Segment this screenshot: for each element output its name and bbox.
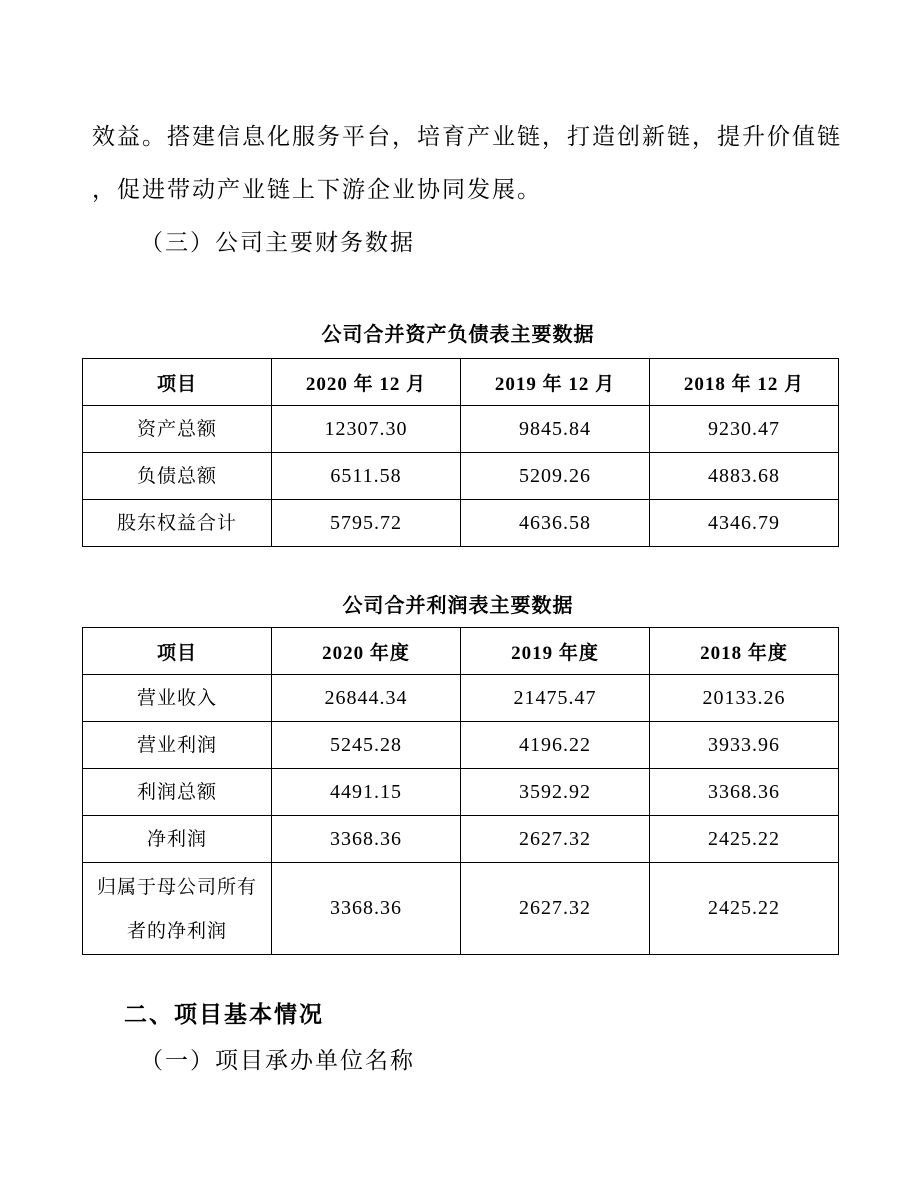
cell-value: 4491.15 xyxy=(272,769,461,816)
row-label xyxy=(83,863,272,955)
cell-value: 2627.32 xyxy=(461,863,650,955)
cell-value: 4883.68 xyxy=(650,453,839,500)
cell-value: 9230.47 xyxy=(650,406,839,453)
header-2019: 2019 年 12 月 xyxy=(461,359,650,406)
cell-value: 4196.22 xyxy=(461,722,650,769)
header-2020: 2020 年 12 月 xyxy=(272,359,461,406)
cell-value: 4636.58 xyxy=(461,500,650,547)
section-heading-financial-data: （三）公司主要财务数据 xyxy=(140,230,415,256)
cell-value: 5795.72 xyxy=(272,500,461,547)
row-label: 股东权益合计 xyxy=(83,500,272,547)
row-label: 利润总额 xyxy=(83,769,272,816)
cell-value: 3368.36 xyxy=(272,863,461,955)
cell-value: 21475.47 xyxy=(461,675,650,722)
cell-value: 3592.92 xyxy=(461,769,650,816)
income-statement-table xyxy=(82,627,839,955)
header-2019: 2019 年度 xyxy=(461,628,650,675)
header-item: 项目 xyxy=(83,359,272,406)
row-label: 资产总额 xyxy=(83,406,272,453)
row-label-line-1: 归属于母公司所有 xyxy=(96,875,257,898)
table-row xyxy=(83,769,839,816)
header-2018: 2018 年 12 月 xyxy=(650,359,839,406)
cell-value: 2627.32 xyxy=(461,816,650,863)
cell-value: 26844.34 xyxy=(272,675,461,722)
header-2018: 2018 年度 xyxy=(650,628,839,675)
cell-value: 5245.28 xyxy=(272,722,461,769)
table-row xyxy=(83,675,839,722)
cell-value: 12307.30 xyxy=(272,406,461,453)
cell-value: 6511.58 xyxy=(272,453,461,500)
cell-value: 4346.79 xyxy=(650,500,839,547)
body-paragraph-line-1: 效益。搭建信息化服务平台，培育产业链，打造创新链，提升价值链 xyxy=(92,124,842,150)
row-label: 负债总额 xyxy=(83,453,272,500)
header-item: 项目 xyxy=(83,628,272,675)
row-label-line-2: 者的净利润 xyxy=(126,919,227,942)
table-header-row xyxy=(83,628,839,675)
body-paragraph-line-2: ，促进带动产业链上下游企业协同发展。 xyxy=(92,177,542,203)
table-row xyxy=(83,500,839,547)
table-row xyxy=(83,406,839,453)
cell-value: 9845.84 xyxy=(461,406,650,453)
table-row xyxy=(83,863,839,955)
income-table-title: 公司合并利润表主要数据 xyxy=(342,593,574,617)
cell-value: 3368.36 xyxy=(650,769,839,816)
header-2020: 2020 年度 xyxy=(272,628,461,675)
table-row xyxy=(83,722,839,769)
balance-sheet-table xyxy=(82,358,839,547)
cell-value: 5209.26 xyxy=(461,453,650,500)
balance-table-title: 公司合并资产负债表主要数据 xyxy=(321,322,595,346)
cell-value: 3368.36 xyxy=(272,816,461,863)
table-header-row xyxy=(83,359,839,406)
row-label: 营业收入 xyxy=(83,675,272,722)
section-heading-project-overview: 二、项目基本情况 xyxy=(124,1001,324,1028)
cell-value: 3933.96 xyxy=(650,722,839,769)
cell-value: 2425.22 xyxy=(650,816,839,863)
subheading-project-organizer: （一）项目承办单位名称 xyxy=(140,1048,415,1074)
cell-value: 2425.22 xyxy=(650,863,839,955)
table-row xyxy=(83,453,839,500)
cell-value: 20133.26 xyxy=(650,675,839,722)
row-label: 净利润 xyxy=(83,816,272,863)
table-row xyxy=(83,816,839,863)
row-label: 营业利润 xyxy=(83,722,272,769)
